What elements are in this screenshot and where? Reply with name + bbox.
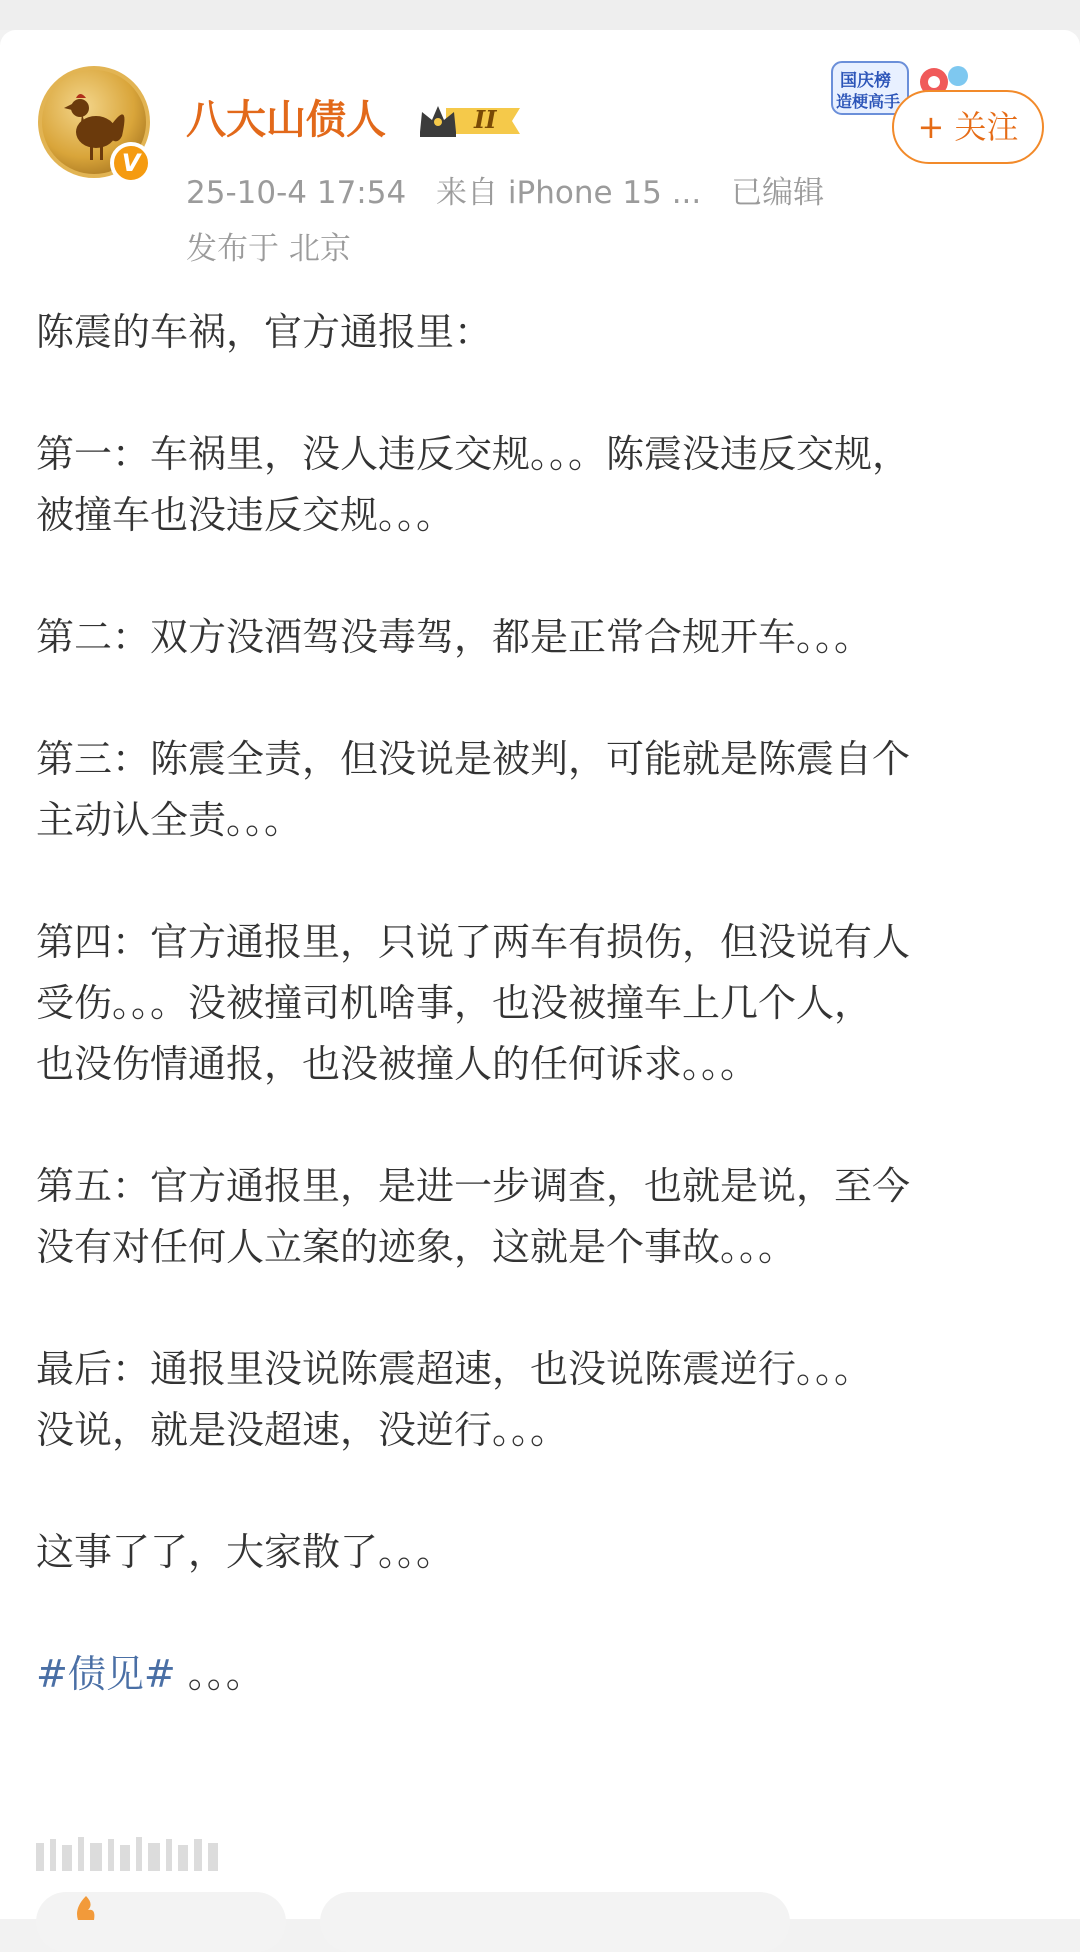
member-crown-badge[interactable] — [416, 102, 526, 140]
action-pill[interactable] — [36, 1892, 286, 1952]
follow-button[interactable]: + 关注 — [892, 90, 1044, 164]
verified-badge-icon: V — [110, 142, 152, 184]
fire-icon — [72, 1894, 102, 1921]
post-meta — [186, 173, 844, 213]
bottom-action-pills — [0, 1892, 1080, 1919]
post-body — [36, 302, 1066, 1705]
post-paragraph: 第一：车祸里，没人违反交规。。。陈震没违反交规， 被撞车也没违反交规。。。 — [36, 432, 911, 537]
level-badge-text: II — [474, 105, 497, 134]
post-location: 发布于 北京 — [186, 231, 351, 267]
holiday-badge-line1: 国庆榜 — [840, 71, 891, 91]
holiday-badge-line2: 造梗高手 — [836, 92, 901, 111]
crown-icon — [416, 102, 526, 140]
edited-label[interactable]: 已编辑 — [731, 175, 825, 211]
post-paragraph: 这事了了，大家散了。。。 — [36, 1530, 455, 1574]
username[interactable]: 八大山债人 — [186, 97, 386, 143]
post-timestamp: 25-10-4 17:54 — [186, 175, 407, 211]
post-paragraph: 陈震的车祸，官方通报里： — [36, 310, 493, 354]
post-paragraph: 第五：官方通报里，是进一步调查，也就是说，至今 没有对任何人立案的迹象，这就是个事故。。。 — [36, 1164, 911, 1269]
post-source[interactable]: 来自 iPhone 15 ... — [436, 175, 702, 211]
post-paragraph: 第四：官方通报里，只说了两车有损伤，但没说有人 受伤。。。没被撞司机啥事，也没被撞车上几个人， 也没伤情通报，也没被撞人的任何诉求。。。 — [36, 920, 911, 1086]
hashtag-link[interactable]: #债见# — [36, 1652, 176, 1696]
reaction-bar-strip — [36, 1835, 226, 1875]
top-strip — [0, 0, 1080, 30]
action-pill[interactable] — [320, 1892, 790, 1952]
post-paragraph: 最后：通报里没说陈震超速，也没说陈震逆行。。。 没说，就是没超速，没逆行。。。 — [36, 1347, 873, 1452]
hashtag-line — [36, 1644, 1066, 1705]
bar-strip-icon — [36, 1835, 226, 1875]
post-paragraph: 第二：双方没酒驾没毒驾，都是正常合规开车。。。 — [36, 615, 873, 659]
hashtag-suffix: 。。。 — [175, 1652, 264, 1696]
post-paragraph: 第三：陈震全责，但没说是被判，可能就是陈震自个 主动认全责。。。 — [36, 737, 911, 842]
